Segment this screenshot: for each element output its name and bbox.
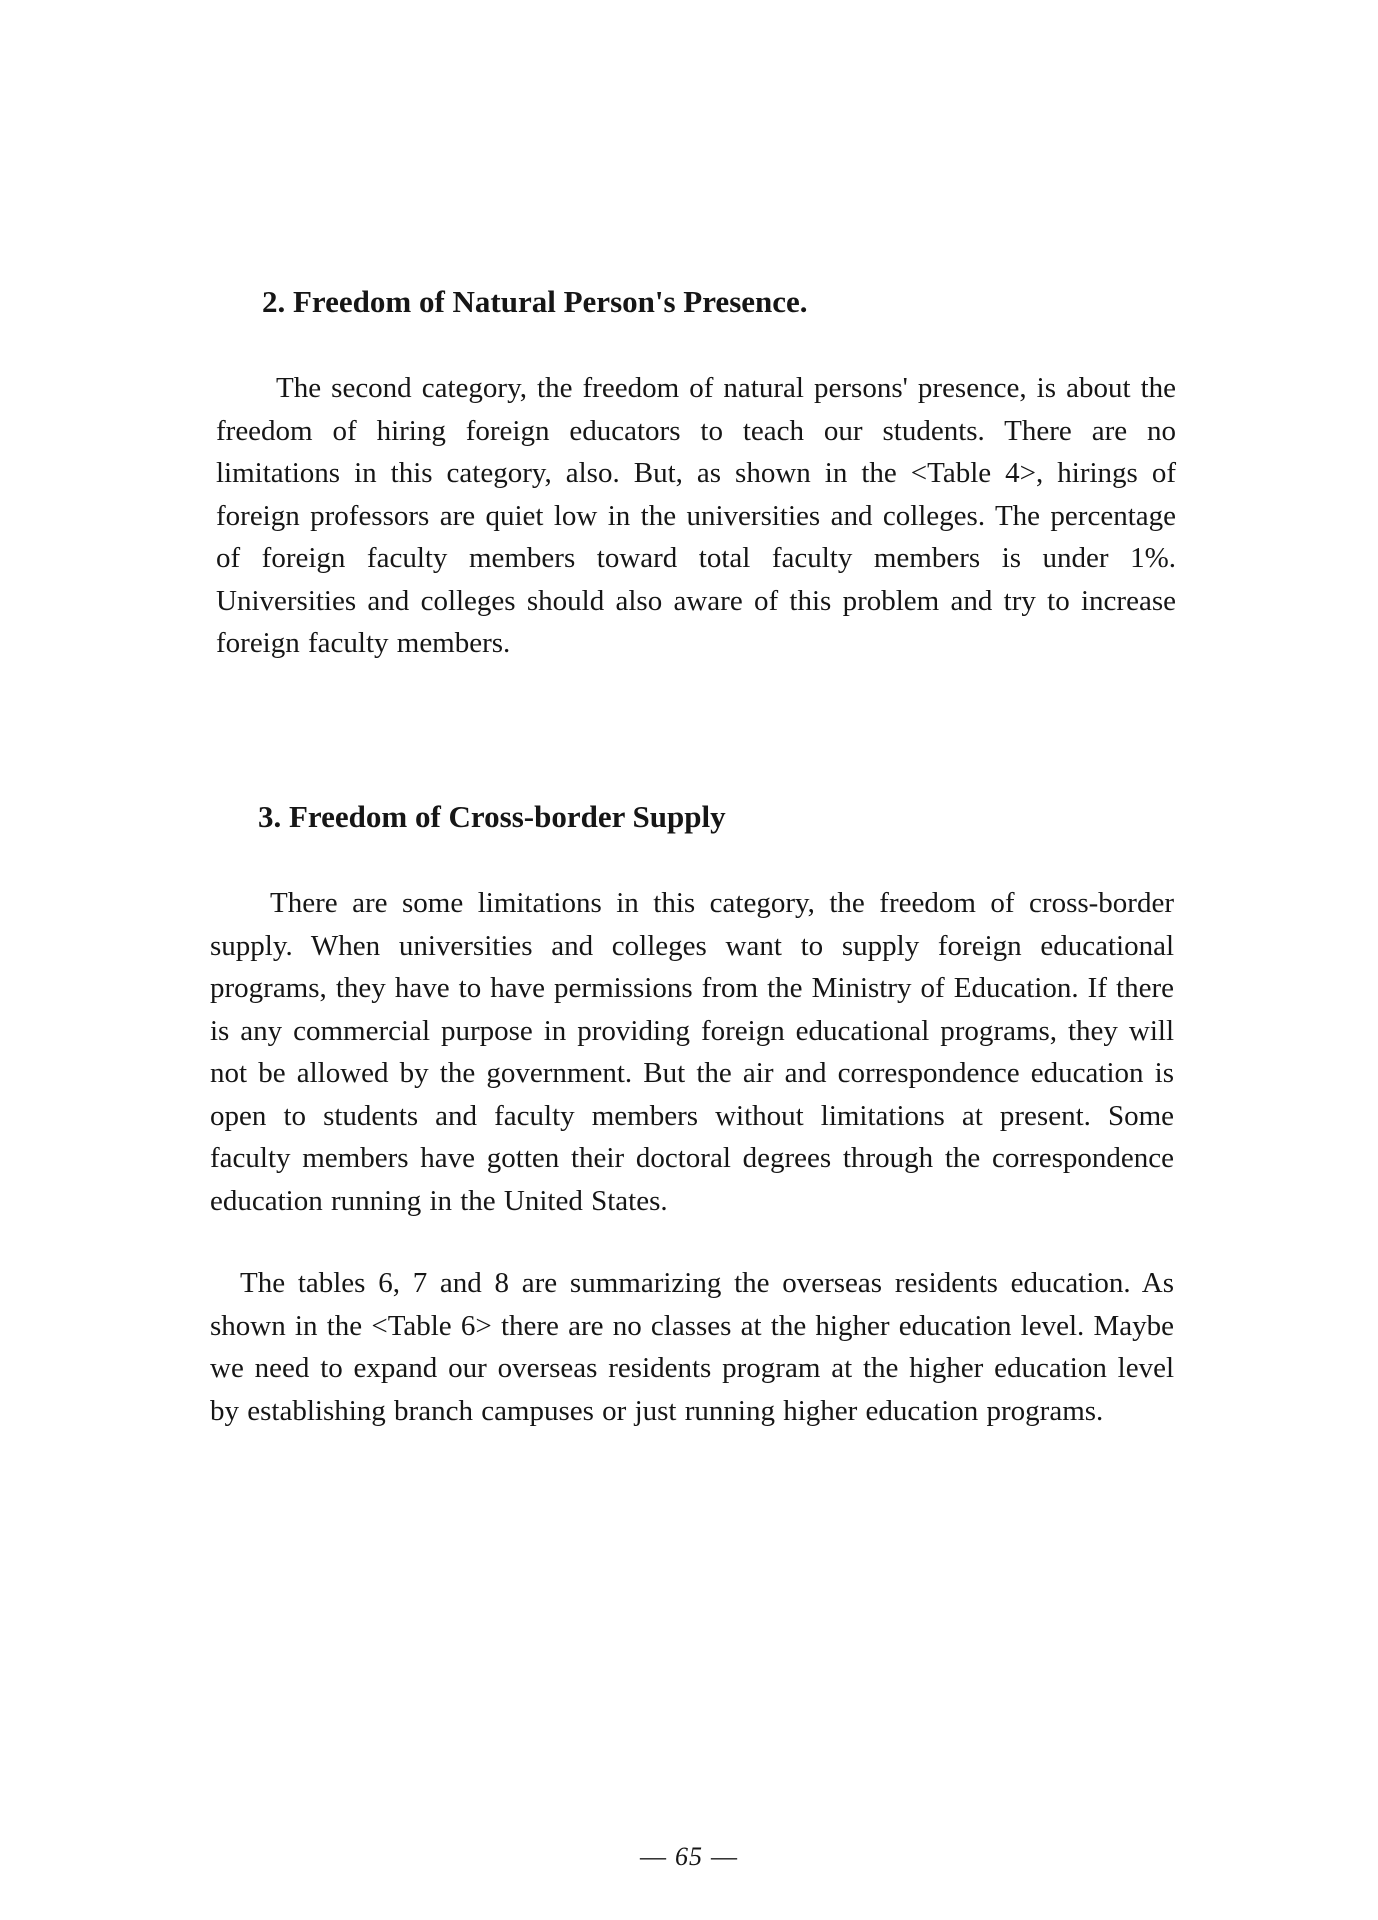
page-number-dash-right: — <box>711 1842 738 1871</box>
section-3-paragraph-2: The tables 6, 7 and 8 are summarizing the overseas residents education. As shown in the <Table 6> there are no classes at the higher education level. Maybe we need to expand our overseas residents program at the higher education level by establishing branch campuses or just running higher education programs. <box>210 1267 1174 1427</box>
page-number: 65 <box>675 1842 703 1871</box>
section-3-paragraph-1: There are some limitations in this category, the freedom of cross-border supply. When universities and colleges want to supply foreign educational programs, they have to have permissions from the Ministry of Education. If there is any commercial purpose in providing foreign educational programs, they will not be allowed by the government. But the air and correspondence education is open to students and faculty members without limitations at present. Some faculty members have gotten their doctoral degrees through the correspondence education running in the United States. <box>210 887 1174 1217</box>
section-3-heading: 3. Freedom of Cross-border Supply <box>258 799 726 834</box>
section-2-heading: 2. Freedom of Natural Person's Presence. <box>262 284 808 319</box>
page-number-dash-left: — <box>640 1842 667 1871</box>
page-number-footer <box>0 1842 1378 1872</box>
section-2-paragraph: The second category, the freedom of natural persons' presence, is about the freedom of hiring foreign educators to teach our students. There are no limitations in this category, also. But, as shown in the <Table 4>, hirings of foreign professors are quiet low in the universities and colleges. The percentage of foreign faculty members toward total faculty members is under 1%. Universities and colleges should also aware of this problem and try to increase foreign faculty members. <box>216 372 1176 659</box>
